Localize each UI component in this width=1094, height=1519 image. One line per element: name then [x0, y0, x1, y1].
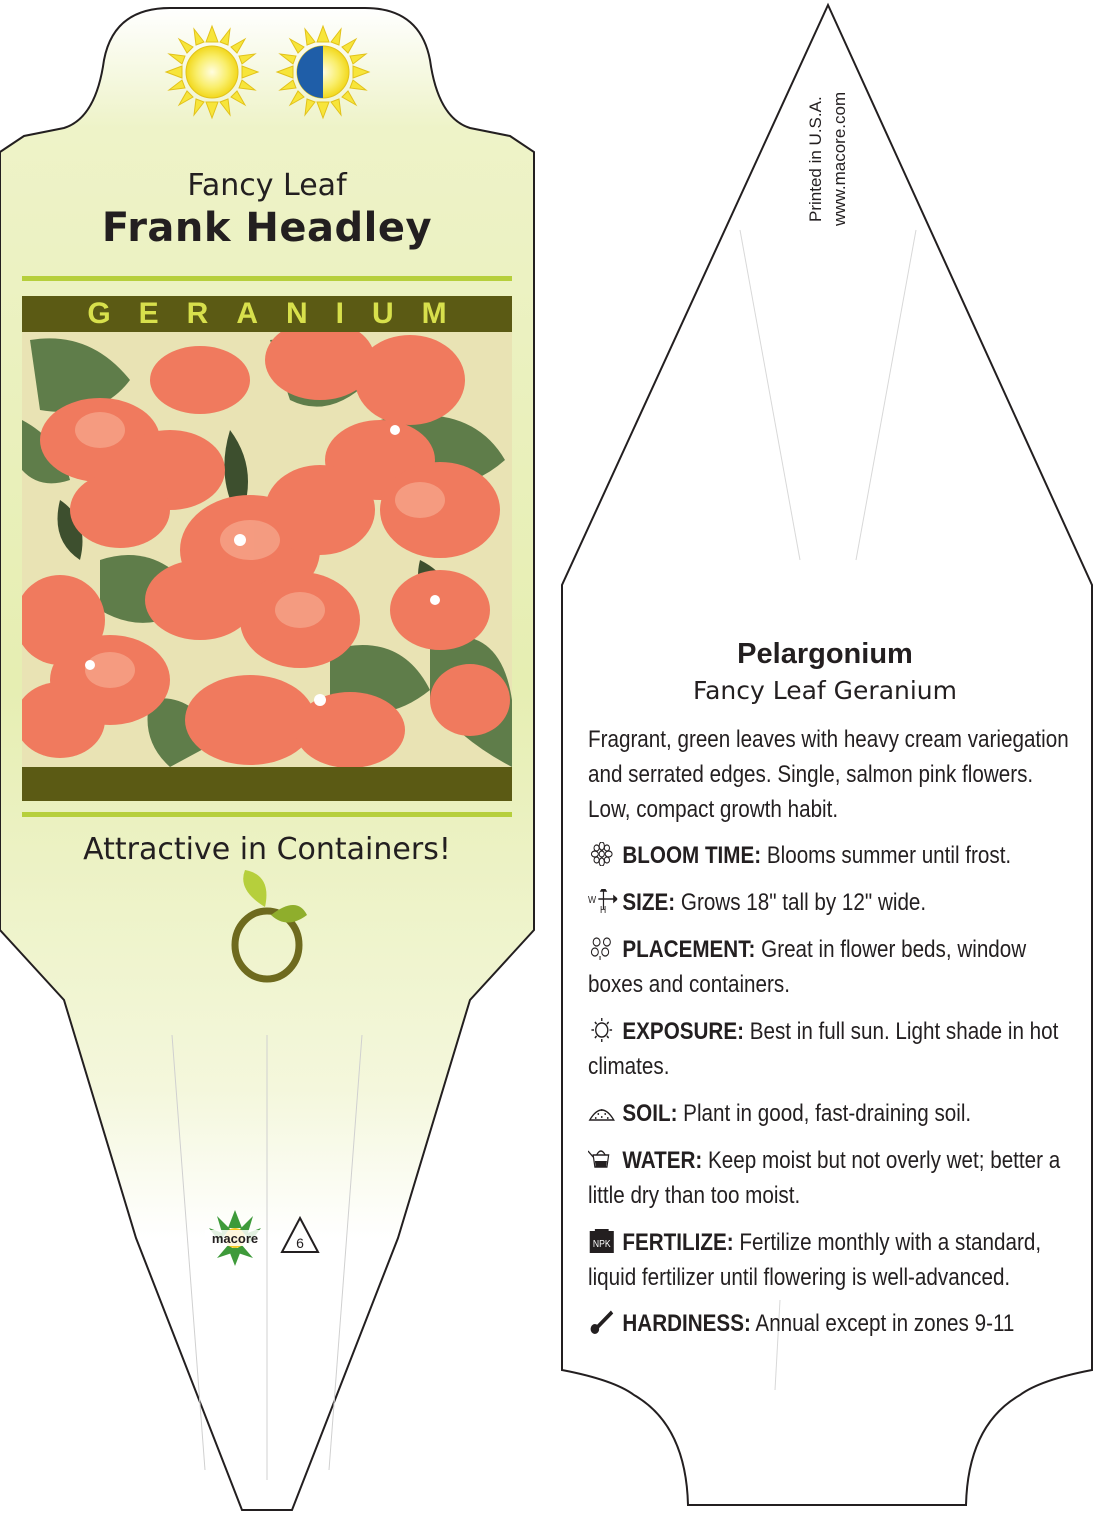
size-w-label: W [588, 894, 597, 906]
info-fertilize [588, 1225, 1070, 1295]
front-subtitle: Fancy Leaf [187, 168, 347, 203]
bloom-time-label: BLOOM TIME: [622, 842, 762, 869]
water-text: Keep moist but not overly wet; better a little dry than too moist. [588, 1147, 1061, 1209]
band-bottom [22, 767, 512, 801]
part-sun-icon [277, 26, 369, 118]
website: www.macore.com [830, 91, 849, 226]
fertilize-text: Fertilize monthly with a standard, liquid fertilizer until flowering is well-advanced. [588, 1229, 1042, 1291]
info-placement [588, 932, 1070, 1002]
botanical-name: Pelargonium [737, 638, 913, 670]
info-bloom-time [588, 838, 1070, 873]
macore-wordmark: macore [211, 1231, 259, 1246]
sun-outline-icon [588, 1018, 617, 1042]
placement-text: Great in flower beds, window boxes and containers. [588, 936, 1027, 998]
npk-icon [588, 1229, 617, 1253]
description: Fragrant, green leaves with heavy cream variegation and serrated edges. Single, salmon pink flowers. Low, compact growth habit. [588, 726, 1069, 823]
printed-in-usa: Printed in U.S.A. [806, 96, 825, 222]
thermometer-icon [588, 1310, 617, 1334]
hardiness-text: Annual except in zones 9-11 [750, 1310, 1015, 1337]
soil-text: Plant in good, fast-draining soil. [677, 1100, 972, 1127]
common-name: Fancy Leaf Geranium [692, 676, 957, 705]
soil-label: SOIL: [622, 1100, 678, 1127]
bloom-time-text: Blooms summer until frost. [761, 842, 1012, 869]
front-title: Frank Headley [101, 205, 433, 251]
size-label: SIZE: [622, 889, 676, 916]
flower-cluster-icon [588, 936, 617, 960]
geranium-photo [15, 320, 512, 768]
npk-label: NPK [592, 1238, 611, 1250]
exposure-text: Best in full sun. Light shade in hot climates. [588, 1018, 1059, 1080]
top-lime-rule [22, 276, 512, 281]
soil-mound-icon [588, 1100, 617, 1124]
placement-label: PLACEMENT: [622, 936, 756, 963]
info-size [588, 885, 1070, 920]
info-hardiness [588, 1306, 1070, 1341]
front-tagline: Attractive in Containers! [83, 832, 451, 867]
size-h-label: H [600, 904, 607, 913]
info-exposure [588, 1014, 1070, 1084]
recycle-number: 6 [296, 1235, 304, 1251]
hardiness-label: HARDINESS: [622, 1310, 751, 1337]
band-label: GERANIUM [87, 297, 475, 330]
fertilize-label: FERTILIZE: [622, 1229, 734, 1256]
size-arrows-icon [588, 889, 617, 913]
water-label: WATER: [622, 1147, 703, 1174]
info-water [588, 1143, 1070, 1213]
bottom-lime-rule [22, 812, 512, 817]
exposure-label: EXPOSURE: [622, 1018, 744, 1045]
flower-icon [588, 842, 617, 866]
info-soil [588, 1096, 1070, 1131]
watering-can-icon [588, 1147, 617, 1171]
full-sun-icon [166, 26, 258, 118]
size-text: Grows 18" tall by 12" wide. [675, 889, 927, 916]
